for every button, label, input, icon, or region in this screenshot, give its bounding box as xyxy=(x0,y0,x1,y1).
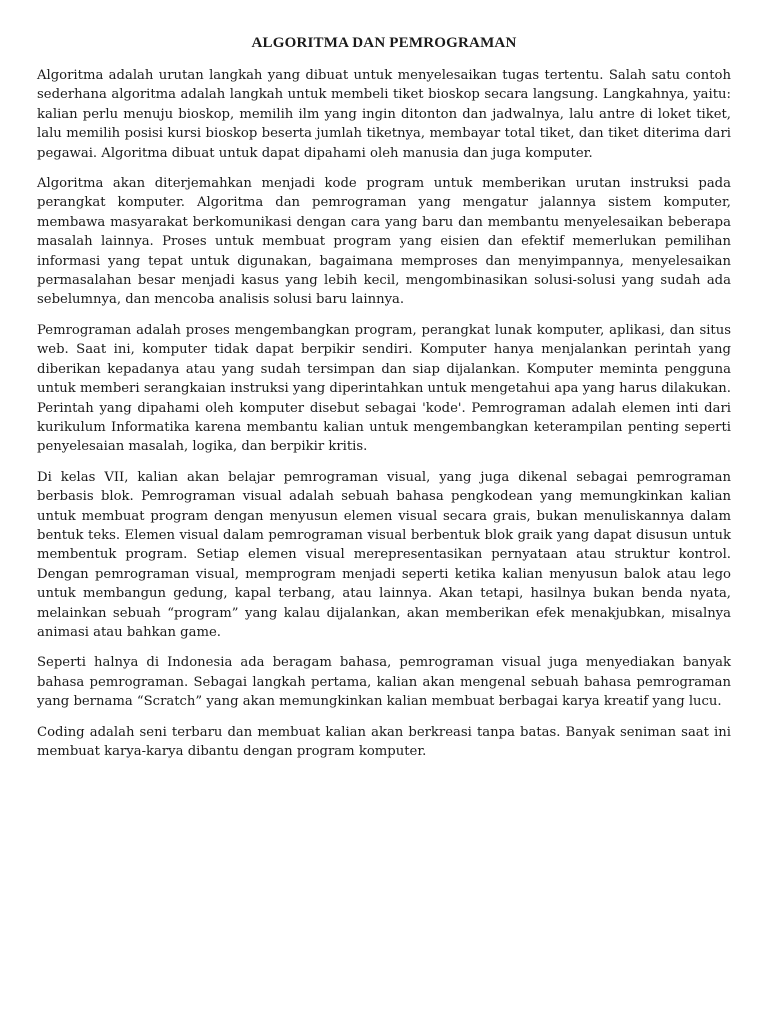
paragraph-scratch-intro: Seperti halnya di Indonesia ada beragam bahasa, pemrograman visual juga menyediakan banyak bahasa pemrograman. Sebagai langkah pertama, kalian akan mengenal sebuah bahasa pemrograman yang bernama “Scratch” yang akan memungkinkan kalian membuat berbagai karya kreatif yang lucu. xyxy=(37,655,731,710)
document-page xyxy=(37,33,731,772)
document-title: ALGORITMA DAN PEMROGRAMAN xyxy=(251,35,517,51)
paragraph-visual-programming: Di kelas VII, kalian akan belajar pemrograman visual, yang juga dikenal sebagai pemrograman berbasis blok. Pemrograman visual adalah sebuah bahasa pengkodean yang memungkinkan kalian untuk membuat program dengan menyusun elemen visual secara grais, bukan menuliskannya dalam bentuk teks. Elemen visual dalam pemrograman visual berbentuk blok graik yang dapat disusun untuk membentuk program. Setiap elemen visual merepresentasikan pernyataan atau struktur kontrol. Dengan pemrograman visual, memprogram menjadi seperti ketika kalian menyusun balok atau lego untuk membangun gedung, kapal terbang, atau lainnya. Akan tetapi, hasilnya bukan benda nyata, melainkan sebuah “program” yang kalau dijalankan, akan memberikan efek menakjubkan, misalnya animasi atau bahkan game. xyxy=(37,469,731,640)
paragraph-pemrograman-definition: Pemrograman adalah proses mengembangkan program, perangkat lunak komputer, aplikasi, dan situs web. Saat ini, komputer tidak dapat berpikir sendiri. Komputer hanya menjalankan perintah yang diberikan kepadanya atau yang sudah tersimpan dan siap dijalankan. Komputer meminta pengguna untuk memberi serangkaian instruksi yang diperintahkan untuk mengetahui apa yang harus dilakukan. Perintah yang dipahami oleh komputer disebut sebagai 'kode'. Pemrograman adalah elemen inti dari kurikulum Informatika karena membantu kalian untuk mengembangkan keterampilan penting seperti penyelesaian masalah, logika, dan berpikir kritis. xyxy=(37,322,731,455)
paragraph-algoritma-definition: Algoritma adalah urutan langkah yang dibuat untuk menyelesaikan tugas tertentu. Salah satu contoh sederhana algoritma adalah langkah untuk membeli tiket bioskop secara langsung. Langkahnya, yaitu: kalian perlu menuju bioskop, memilih ilm yang ingin ditonton dan jadwalnya, lalu antre di loket tiket, lalu memilih posisi kursi bioskop beserta jumlah tiketnya, membayar total tiket, dan tiket diterima dari pegawai. Algoritma dibuat untuk dapat dipahami oleh manusia dan juga komputer. xyxy=(37,68,731,161)
paragraph-coding-art: Coding adalah seni terbaru dan membuat kalian akan berkreasi tanpa batas. Banyak seniman saat ini membuat karya-karya dibantu dengan program komputer. xyxy=(37,724,731,759)
paragraph-algoritma-translation: Algoritma akan diterjemahkan menjadi kode program untuk memberikan urutan instruksi pada perangkat komputer. Algoritma dan pemrograman yang mengatur jalannya sistem komputer, membawa masyarakat berkomunikasi dengan cara yang baru dan membantu menyelesaikan beberapa masalah lainnya. Proses untuk membuat program yang eisien dan efektif memerlukan pemilihan informasi yang tepat untuk digunakan, bagaimana memproses dan menyimpannya, menyelesaikan permasalahan besar menjadi kasus yang lebih kecil, mengombinasikan solusi-solusi yang sudah ada sebelumnya, dan mencoba analisis solusi baru lainnya. xyxy=(37,176,731,308)
